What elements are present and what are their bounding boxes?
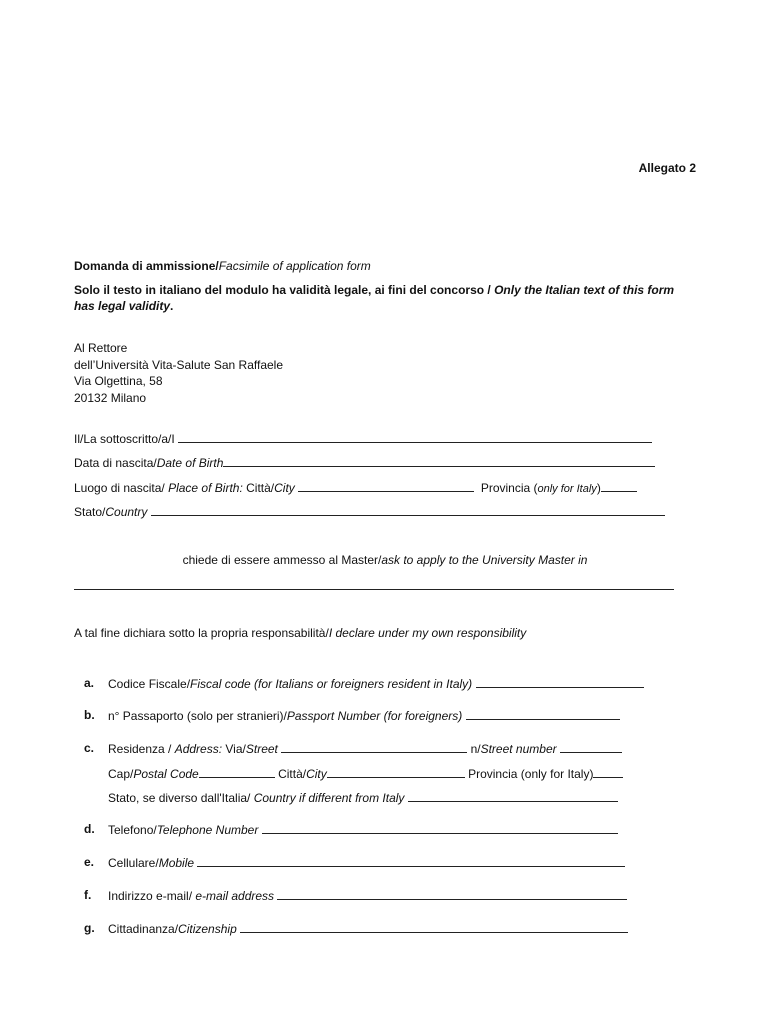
residence-province-field[interactable] [593, 765, 623, 778]
res-city-label-en: City [306, 767, 327, 781]
via-label: Via/ [222, 742, 246, 756]
name-label: Il/La sottoscritto/a/I [74, 432, 175, 446]
telephone-field[interactable] [262, 821, 618, 834]
residence-label-it: Residenza / [108, 742, 175, 756]
residence-city-row [108, 765, 623, 782]
item-letter: d. [84, 822, 95, 836]
state-label-it: Stato/ [74, 505, 106, 519]
street-label: Street [245, 742, 278, 756]
pob-row [74, 479, 637, 497]
residence-label-en: Address: [174, 742, 223, 756]
pob-label-en: Place of Birth: [168, 481, 243, 495]
name-row [74, 430, 652, 447]
item-letter: f. [84, 888, 92, 902]
fiscal-code-label-it: Codice Fiscale/ [108, 677, 191, 691]
address-line: 20132 Milano [74, 390, 147, 405]
telephone-label-en: Telephone Number [156, 823, 259, 837]
pob-province-field[interactable] [601, 479, 637, 492]
item-letter: b. [84, 708, 95, 722]
address-line: Via Olgettina, 58 [74, 374, 163, 388]
residence-city-field[interactable] [327, 765, 465, 778]
province-close: ) [596, 481, 601, 495]
res-city-label-it: Città/ [274, 767, 307, 781]
annex-label: Allegato 2 [638, 161, 696, 175]
legal-end: . [170, 299, 174, 313]
state-label-en: Country [105, 505, 148, 519]
passport-row [108, 707, 620, 724]
pob-city-field[interactable] [298, 479, 474, 492]
province-label-en: only for Italy [537, 483, 597, 495]
dob-label-it: Data di nascita/ [74, 456, 157, 470]
state-row [74, 503, 665, 520]
master-name-field[interactable] [74, 589, 674, 590]
telephone-label-it: Telefono/ [108, 823, 157, 837]
address-line: Al Rettore [74, 341, 128, 355]
passport-label-en: Passport Number (for foreigners) [286, 709, 463, 723]
declaration-italian: A tal fine dichiara sotto la propria responsabilità/ [74, 626, 329, 640]
passport-label-it: n° Passaporto (solo per stranieri)/ [108, 709, 287, 723]
item-letter: c. [84, 741, 95, 755]
legal-italian: Solo il testo in italiano del modulo ha validità legale, ai fini del concorso / [74, 283, 495, 297]
name-field[interactable] [178, 430, 652, 443]
request-english: ask to apply to the University Master in [381, 553, 588, 567]
legal-validity-note [74, 282, 696, 314]
city-label-en: City [274, 481, 295, 495]
state-field[interactable] [151, 503, 665, 516]
passport-field[interactable] [466, 707, 620, 720]
mobile-row [108, 854, 625, 871]
item-letter: g. [84, 921, 95, 935]
citizenship-field[interactable] [240, 920, 628, 933]
province-label: Provincia ( [480, 481, 538, 495]
title-english: Facsimile of application form [218, 259, 371, 273]
fiscal-code-field[interactable] [476, 675, 644, 688]
street-number-field[interactable] [560, 740, 622, 753]
item-letter: e. [84, 855, 95, 869]
request-italian: chiede di essere ammesso al Master/ [182, 553, 382, 567]
email-label-it: Indirizzo e-mail/ [108, 889, 196, 903]
legal-english: Only the Italian text of this form has legal validity [74, 283, 675, 313]
mobile-label-en: Mobile [158, 856, 195, 870]
res-country-label-it: Stato, se diverso dall'Italia/ [108, 791, 254, 805]
request-line [0, 552, 770, 568]
residence-street-row [108, 740, 622, 757]
dob-row [74, 454, 655, 471]
city-label-it: Città/ [242, 481, 275, 495]
fiscal-code-label-en: Fiscal code (for Italians or foreigners resident in Italy) [190, 677, 473, 691]
citizenship-label-it: Cittadinanza/ [108, 922, 179, 936]
postal-code-field[interactable] [199, 765, 275, 778]
dob-field[interactable] [223, 454, 655, 467]
street-number-label-it: n/ [470, 742, 481, 756]
street-field[interactable] [281, 740, 467, 753]
email-field[interactable] [277, 887, 627, 900]
cap-label-en: Postal Code [133, 767, 199, 781]
fiscal-code-row [108, 675, 644, 692]
recipient-address [74, 340, 283, 406]
form-title [74, 258, 371, 274]
street-number-label-en: Street number [480, 742, 557, 756]
item-letter: a. [84, 676, 95, 690]
declaration-english: I declare under my own responsibility [328, 626, 527, 640]
telephone-row [108, 821, 618, 838]
residence-country-row [108, 789, 618, 806]
mobile-field[interactable] [197, 854, 625, 867]
declaration-line [74, 625, 526, 641]
citizenship-row [108, 920, 628, 937]
residence-country-field[interactable] [408, 789, 618, 802]
citizenship-label-en: Citizenship [178, 922, 237, 936]
title-italian: Domanda di ammissione/ [74, 259, 219, 273]
res-province-label: Provincia (only for Italy) [464, 767, 594, 781]
address-line: dell’Università Vita-Salute San Raffaele [74, 357, 284, 372]
email-label-en: e-mail address [195, 889, 275, 903]
email-row [108, 887, 627, 904]
dob-label-en: Date of Birth [156, 456, 224, 470]
cap-label-it: Cap/ [108, 767, 134, 781]
res-country-label-en: Country if different from Italy [253, 791, 405, 805]
pob-label-it: Luogo di nascita/ [74, 481, 169, 495]
mobile-label-it: Cellulare/ [108, 856, 159, 870]
